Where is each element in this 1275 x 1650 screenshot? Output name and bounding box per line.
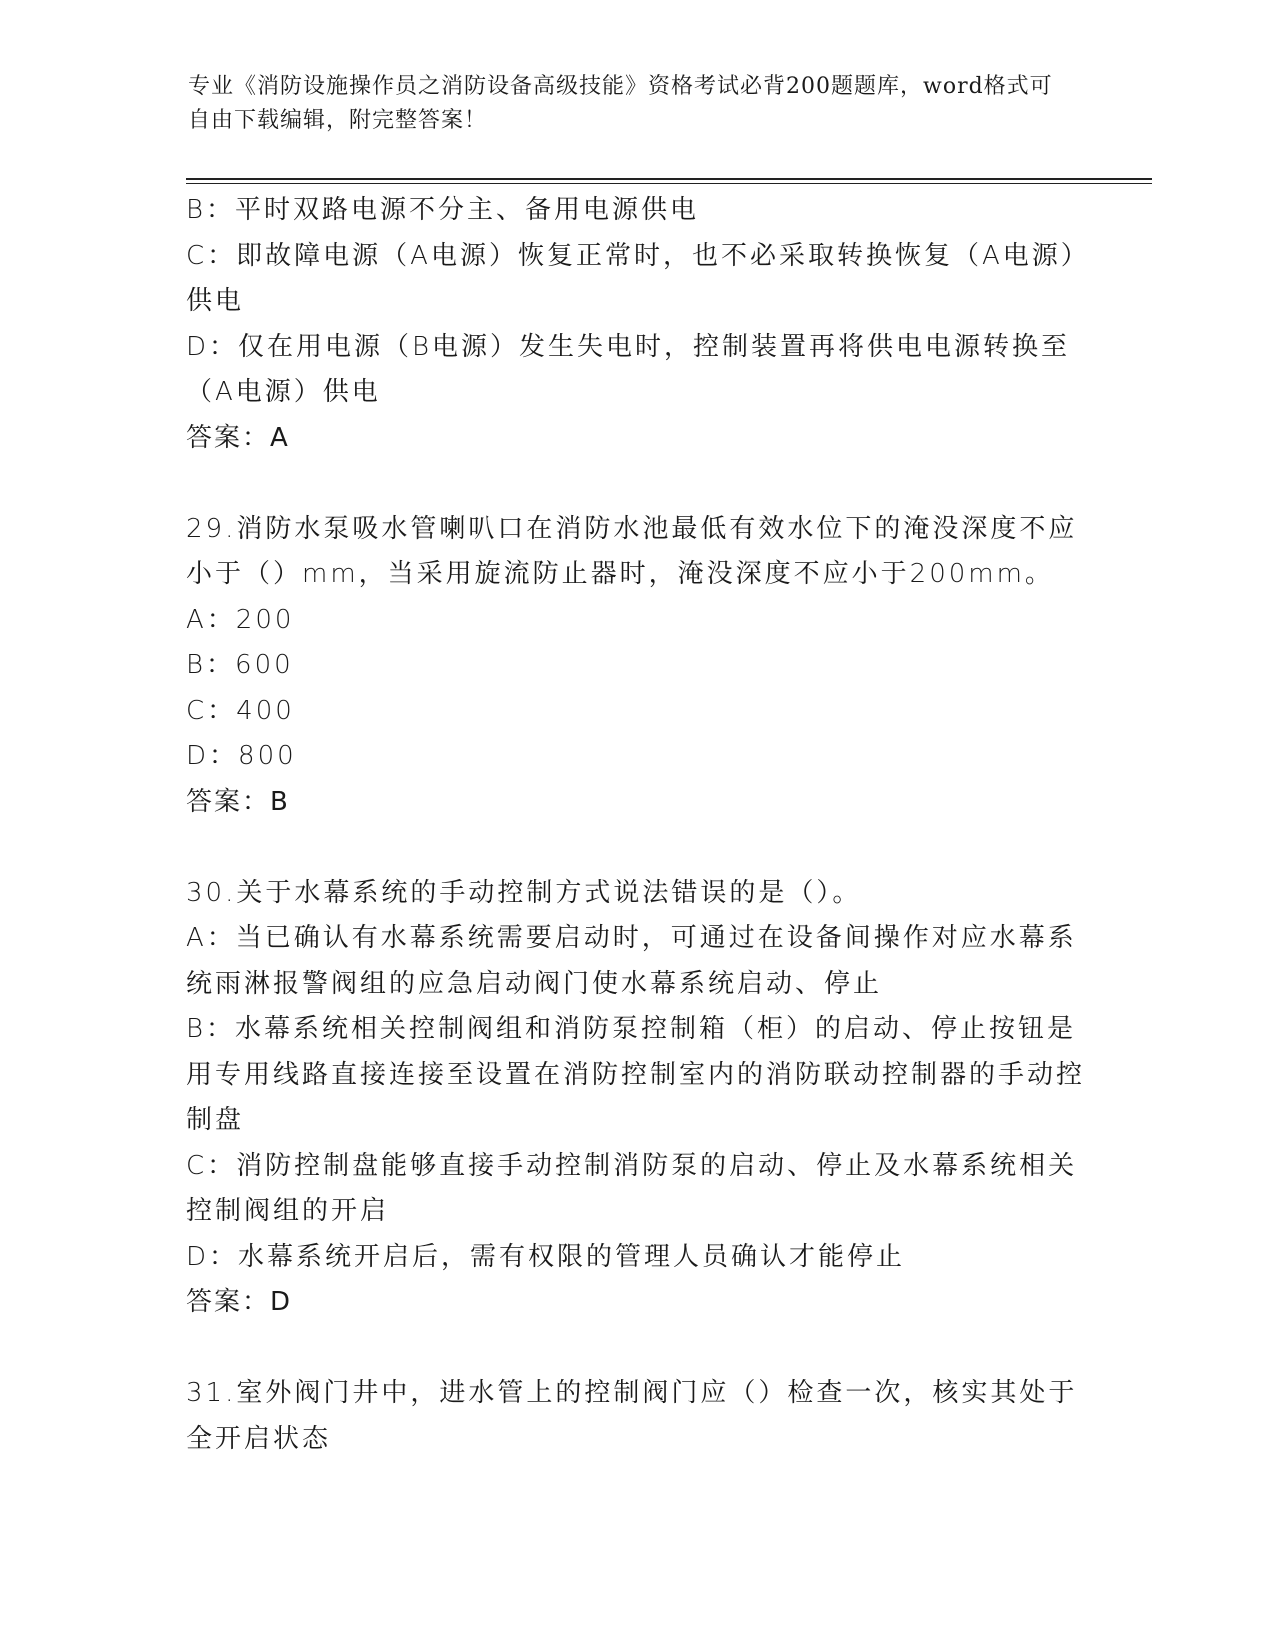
header-rule-thin [186, 183, 1152, 184]
answer-text: 答案：D [186, 1287, 293, 1317]
answer-text: 答案：B [186, 786, 290, 817]
option-text: A：200 [186, 604, 295, 635]
option-text: C：消防控制盘能够直接手动控制消防泵的启动、停止及水幕系统相关控制阀组的开启 [186, 1150, 1078, 1226]
page-header: 专业《消防设施操作员之消防设备高级技能》资格考试必背200题题库，word格式可自由下载编辑，附完整答案！ [188, 74, 1053, 133]
option-text: A：当已确认有水幕系统需要启动时，可通过在设备间操作对应水幕系统雨淋报警阀组的应急启动阀门使水幕系统启动、停止 [186, 923, 1077, 999]
option-text: B：水幕系统相关控制阀组和消防泵控制箱（柜）的启动、停止按钮是用专用线路直接连接至设置在消防控制室内的消防联动控制器的手动控制盘 [186, 1014, 1086, 1135]
question-title: 30.关于水幕系统的手动控制方式说法错误的是（）。 [186, 877, 862, 908]
option-text: D：水幕系统开启后，需有权限的管理人员确认才能停止 [186, 1241, 906, 1272]
option-text: B：平时双路电源不分主、备用电源供电 [186, 195, 700, 225]
option-text: C：400 [186, 695, 295, 726]
header-rule [186, 178, 1152, 180]
question-title: 31.室外阀门井中，进水管上的控制阀门应（）检查一次，核实其处于全开启状态 [186, 1378, 1078, 1454]
document-body [186, 188, 1086, 1462]
option-text: B：600 [186, 650, 294, 680]
option-text: D：仅在用电源（B电源）发生失电时，控制装置再将供电电源转换至（A电源）供电 [186, 331, 1071, 407]
option-text: D：800 [186, 741, 297, 771]
question-title: 29.消防水泵吸水管喇叭口在消防水池最低有效水位下的淹没深度不应小于（）mm，当采用旋流防止器时，淹没深度不应小于200mm。 [186, 513, 1078, 589]
option-text: C：即故障电源（A电源）恢复正常时，也不必采取转换恢复（A电源）供电 [186, 240, 1077, 316]
answer-text: 答案：A [186, 422, 290, 453]
